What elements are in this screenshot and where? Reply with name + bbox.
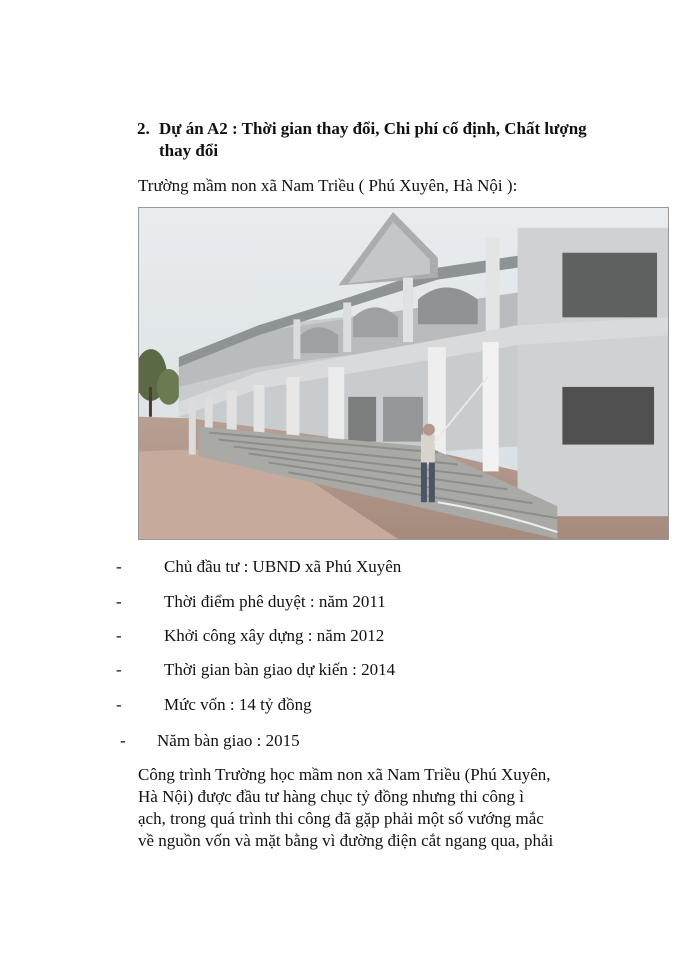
paragraph-line: Hà Nội) được đầu tư hàng chục tỷ đồng nhưng thi công ì: [138, 787, 525, 806]
bullet-marker: -: [116, 626, 122, 645]
bullet-text: Thời điểm phê duyệt : năm 2011: [164, 592, 386, 611]
bullet-marker: -: [116, 695, 122, 714]
project-subtitle: Trường mầm non xã Nam Triều ( Phú Xuyên, Hà Nội ):: [138, 176, 518, 195]
bullet-marker: -: [116, 557, 122, 576]
list-item: [0, 556, 700, 578]
bullet-marker: -: [120, 731, 126, 750]
bullet-text: Mức vốn : 14 tỷ đồng: [164, 695, 312, 714]
bullet-text: Khởi công xây dựng : năm 2012: [164, 626, 385, 645]
paragraph-line: về nguồn vốn và mặt bằng vì đường điện cắt ngang qua, phải: [138, 831, 554, 850]
list-item: [0, 730, 700, 752]
bullet-text: Năm bàn giao : 2015: [157, 731, 300, 750]
paragraph-line: Công trình Trường học mầm non xã Nam Triều (Phú Xuyên,: [138, 765, 551, 784]
section-heading: [137, 118, 607, 162]
bullet-text: Thời gian bàn giao dự kiến : 2014: [164, 660, 396, 679]
section-number: 2.: [137, 119, 150, 138]
bullet-text: Chủ đầu tư : UBND xã Phú Xuyên: [164, 557, 402, 576]
list-item: [0, 591, 700, 613]
description-paragraph: [138, 764, 608, 852]
list-item: [0, 625, 700, 647]
bullet-marker: -: [116, 592, 122, 611]
photo-illustration: [139, 208, 668, 539]
list-item: [0, 659, 700, 681]
school-building-photo: [138, 207, 669, 540]
section-title: Dự án A2 : Thời gian thay đổi, Chi phí cố định, Chất lượng thay đổi: [159, 119, 587, 160]
paragraph-line: ạch, trong quá trình thi công đã gặp phải một số vướng mắc: [138, 809, 544, 828]
bullet-marker: -: [116, 660, 122, 679]
list-item: [0, 694, 700, 716]
